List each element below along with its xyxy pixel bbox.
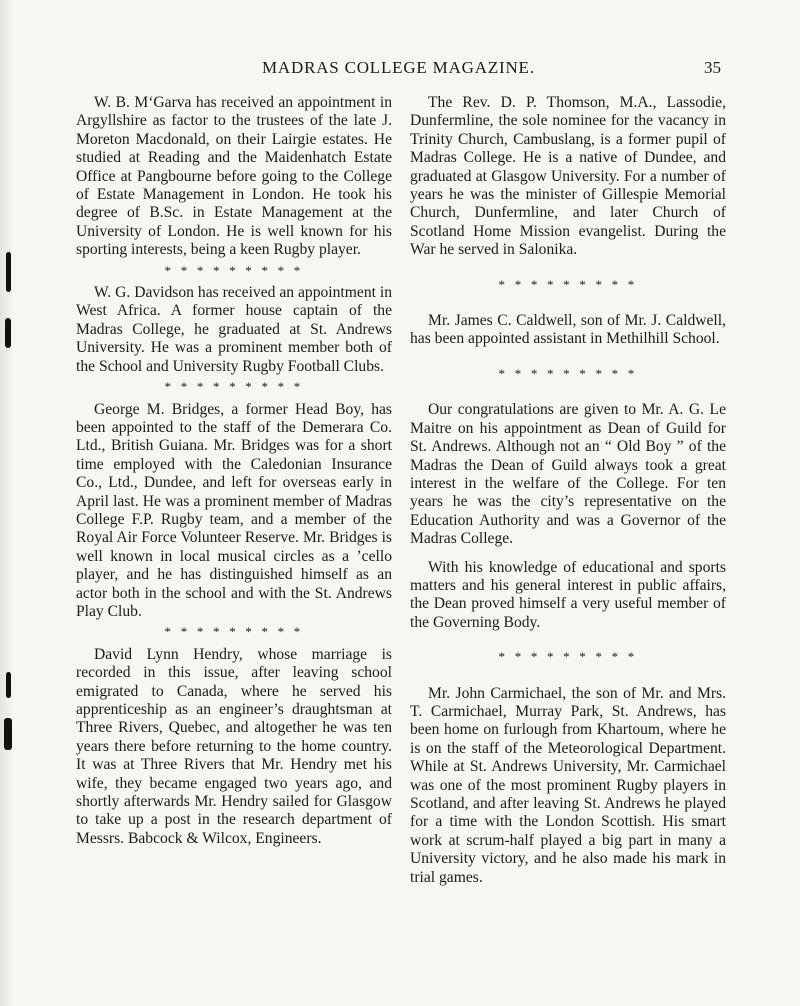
page-number: 35 — [704, 58, 721, 77]
binding-mark — [4, 718, 12, 750]
section-separator: * * * * * * * * * — [164, 262, 304, 278]
section-separator: * * * * * * * * * — [498, 649, 638, 665]
left-column — [76, 94, 392, 848]
binding-mark — [6, 672, 11, 698]
right-column — [410, 94, 726, 887]
page-header — [0, 58, 800, 82]
article-davidson: W. G. Davidson has received an appointment in West Africa. A former house captain of the Madras College, he graduated at St. Andrews University. He was a prominent member both of the School and University Rugby Football Clubs. — [76, 284, 392, 375]
binding-mark — [5, 318, 11, 348]
article-le-maitre: Our congratulations are given to Mr. A. G. Le Maitre on his appointment as Dean of Guild for St. Andrews. Although not an “ Old Boy ” of the Madras the Dean of Guild always took a great interest in the welfare of the College. For ten years he was the city’s representative on the Education Authority and was a Governor of the Madras College. — [410, 401, 726, 548]
binding-mark — [6, 252, 11, 292]
section-separator: * * * * * * * * * — [498, 365, 638, 381]
article-hendry: David Lynn Hendry, whose marriage is recorded in this issue, after leaving school emigrated to Canada, where he served his apprenticeship as an engineer’s draughtsman at Three Rivers, Quebec, and altogether he was ten years there before returning to the home country. It was at Three Rivers that Mr. Hendry met his wife, they became engaged two years ago, and shortly afterwards Mr. Hendry sailed for Glasgow to take up a post in the research department of Messrs. Babcock & Wilcox, Engineers. — [76, 645, 392, 847]
article-mgarva: W. B. M‘Garva has received an appointment in Argyllshire as factor to the trustees of the late J. Moreton Macdonald, on their Lairgie estates. He studied at Reading and the Maidenhatch Estate Office at Pangbourne before going to the College of Estate Management in London. He took his degree of B.Sc. in Estate Management at the University of London. He is well known for his sporting interests, being a keen Rugby player. — [76, 94, 392, 259]
article-caldwell: Mr. James C. Caldwell, son of Mr. J. Caldwell, has been appointed assistant in Methilhill School. — [410, 312, 726, 348]
section-separator: * * * * * * * * * — [164, 379, 304, 395]
article-thomson: The Rev. D. P. Thomson, M.A., Lassodie, Dunfermline, the sole nominee for the vacancy in Trinity Church, Cambuslang, is a former pupil of Madras College. He is a native of Dundee, and graduated at Glasgow University. For a number of years he was the minister of Gillespie Memorial Church, Dunfermline, and later Church of Scotland Home Mission evangelist. During the War he served in Salonika. — [410, 94, 726, 259]
section-separator: * * * * * * * * * — [498, 276, 638, 292]
section-separator: * * * * * * * * * — [164, 624, 304, 640]
article-carmichael: Mr. John Carmichael, the son of Mr. and Mrs. T. Carmichael, Murray Park, St. Andrews, has been home on furlough from Khartoum, where he is on the staff of the Meteorological Department. While at St. Andrews University, Mr. Carmichael was one of the most prominent Rugby players in Scotland, and after leaving St. Andrews he played for a time with the London Scottish. His smart work at scrum-half played a big part in many a University victory, and he also made his mark in trial games. — [410, 684, 726, 886]
running-title: MADRAS COLLEGE MAGAZINE. — [262, 58, 535, 77]
article-le-maitre-continued: With his knowledge of educational and sports matters and his general interest in public affairs, the Dean proved himself a very useful member of the Governing Body. — [410, 558, 726, 631]
article-bridges: George M. Bridges, a former Head Boy, has been appointed to the staff of the Demerara Co. Ltd., British Guiana. Mr. Bridges was for a short time employed with the Caledonian Insurance Co., Ltd., Dundee, and left for overseas early in April last. He was a prominent member of Madras College F.P. Rugby team, and a member of the Royal Air Force Volunteer Reserve. Mr. Bridges is well known in local musical circles as a ’cello player, and he has distinguished himself as an actor both in the school and with the St. Andrews Play Club. — [76, 400, 392, 620]
scan-edge — [0, 0, 14, 1006]
